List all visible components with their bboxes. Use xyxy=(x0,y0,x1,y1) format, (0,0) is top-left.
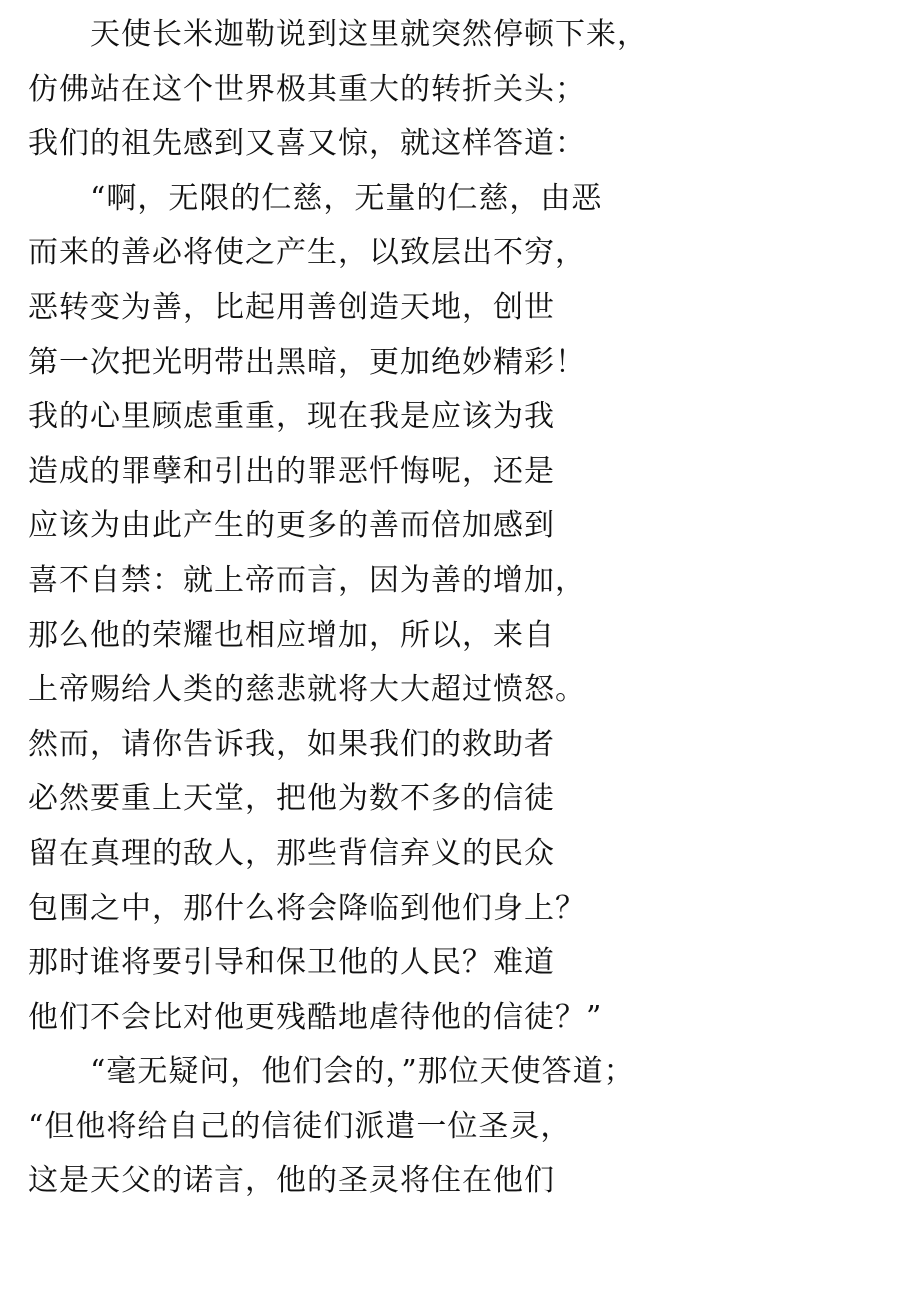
poem-text xyxy=(28,8,888,1209)
text-line: 仿佛站在这个世界极其重大的转折关头； xyxy=(28,71,586,107)
text-line: “啊，无限的仁慈，无量的仁慈，由恶 xyxy=(90,180,603,216)
text-line: 喜不自禁：就上帝而言，因为善的增加， xyxy=(28,562,586,598)
text-line: 留在真理的敌人，那些背信弃义的民众 xyxy=(28,835,555,871)
text-line: 第一次把光明带出黑暗，更加绝妙精彩！ xyxy=(28,344,586,380)
text-line: 造成的罪孽和引出的罪恶忏悔呢，还是 xyxy=(28,453,555,489)
text-line: 上帝赐给人类的慈悲就将大大超过愤怒。 xyxy=(28,672,586,708)
text-line: 这是天父的诺言，他的圣灵将住在他们 xyxy=(28,1163,555,1199)
text-line: 他们不会比对他更残酷地虐待他的信徒？” xyxy=(28,999,603,1035)
text-line: 而来的善必将使之产生，以致层出不穷， xyxy=(28,235,586,271)
text-line: 恶转变为善，比起用善创造天地，创世 xyxy=(28,289,555,325)
text-line: 包围之中，那什么将会降临到他们身上？ xyxy=(28,890,586,926)
text-line: “毫无疑问，他们会的，”那位天使答道； xyxy=(90,1054,635,1090)
text-line: 那么他的荣耀也相应增加，所以，来自 xyxy=(28,617,555,653)
text-line: 那时谁将要引导和保卫他的人民？难道 xyxy=(28,945,555,981)
text-line: 天使长米迦勒说到这里就突然停顿下来， xyxy=(90,17,648,52)
text-line: 应该为由此产生的更多的善而倍加感到 xyxy=(28,508,555,544)
text-line: 我们的祖先感到又喜又惊，就这样答道： xyxy=(28,126,586,162)
text-line: 必然要重上天堂，把他为数不多的信徒 xyxy=(28,781,555,817)
text-line: 然而，请你告诉我，如果我们的救助者 xyxy=(28,726,555,762)
text-line: “但他将给自己的信徒们派遣一位圣灵， xyxy=(28,1108,572,1144)
text-line: 我的心里顾虑重重，现在我是应该为我 xyxy=(28,399,555,435)
